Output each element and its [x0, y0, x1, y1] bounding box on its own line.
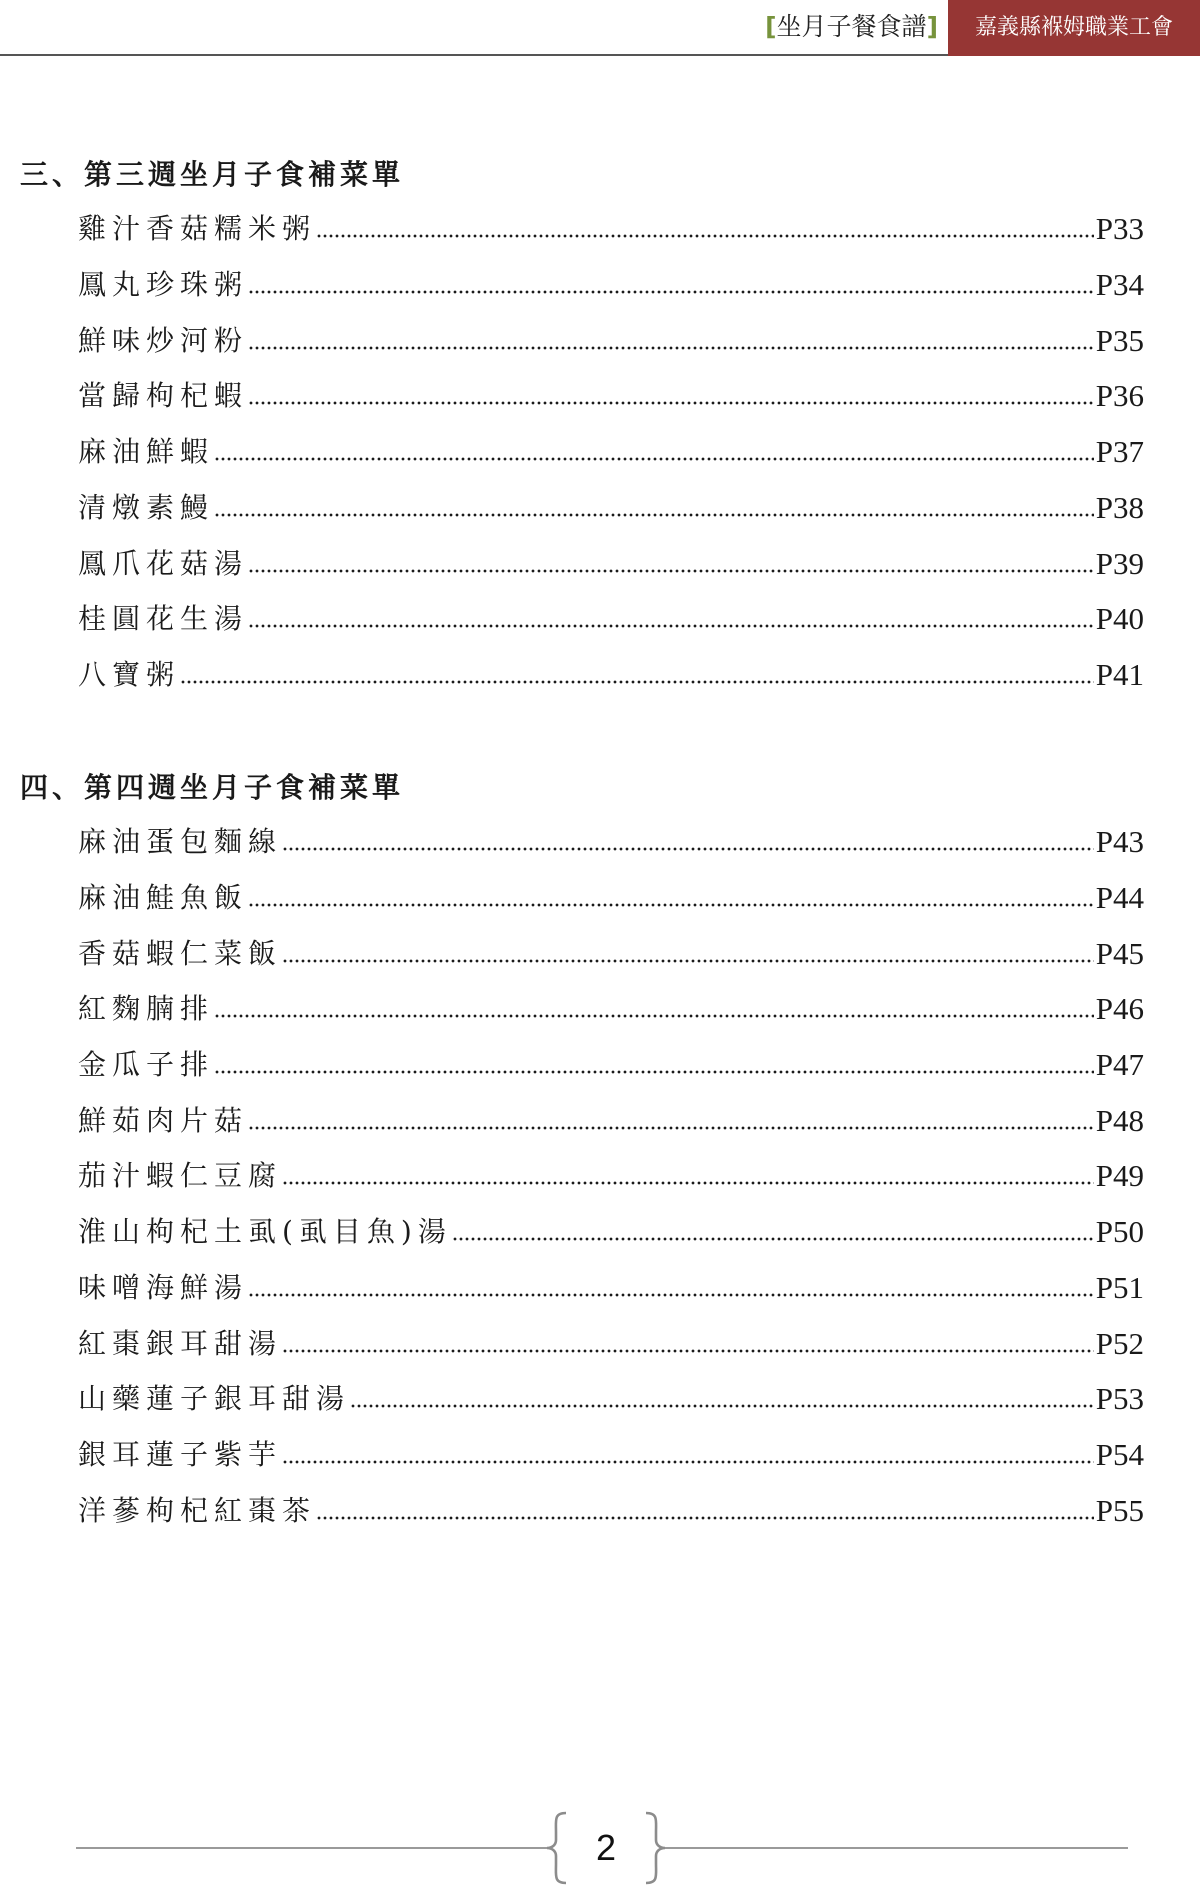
dot-leader	[248, 903, 1094, 907]
dot-leader	[282, 1349, 1094, 1353]
entry-page: P46	[1095, 991, 1144, 1026]
toc-entry[interactable]	[78, 543, 1144, 585]
toc-entry[interactable]	[78, 1490, 1144, 1532]
toc-entry[interactable]	[78, 1100, 1144, 1142]
dot-leader	[282, 1460, 1094, 1464]
toc-entry[interactable]	[78, 988, 1144, 1030]
entry-label: 雞汁香菇糯米粥	[78, 212, 317, 245]
organization-banner: 嘉義縣褓姆職業工會	[948, 0, 1200, 56]
book-title-close-bracket: ]	[926, 12, 938, 41]
dot-leader	[248, 624, 1094, 628]
entry-page: P47	[1095, 1047, 1144, 1082]
dot-leader	[452, 1237, 1094, 1241]
entry-label: 麻油鮭魚飯	[78, 881, 249, 914]
entry-label: 味噌海鮮湯	[78, 1271, 249, 1304]
toc-entry[interactable]	[78, 1434, 1144, 1476]
entry-label: 山藥蓮子銀耳甜湯	[78, 1382, 351, 1415]
footer-rule-left	[76, 1847, 548, 1849]
entry-label: 紅棗銀耳甜湯	[78, 1327, 283, 1360]
toc-entry[interactable]	[78, 375, 1144, 417]
entry-page: P48	[1095, 1103, 1144, 1138]
dot-leader	[214, 1070, 1094, 1074]
entry-page: P38	[1095, 490, 1144, 525]
entry-page: P37	[1095, 434, 1144, 469]
toc-entry[interactable]	[78, 1155, 1144, 1197]
entry-label: 茄汁蝦仁豆腐	[78, 1159, 283, 1192]
entry-page: P54	[1095, 1437, 1144, 1472]
book-title-text: 坐月子餐食譜	[776, 12, 927, 41]
toc-entry[interactable]	[78, 598, 1144, 640]
entry-page: P50	[1095, 1214, 1144, 1249]
section-title-week-4: 四、第四週坐月子食補菜單	[20, 771, 405, 804]
entry-label: 淮山枸杞土虱(虱目魚)湯	[78, 1215, 452, 1248]
entry-page: P35	[1095, 323, 1144, 358]
toc-entry[interactable]	[78, 264, 1144, 306]
dot-leader	[282, 847, 1094, 851]
toc-entry[interactable]	[78, 487, 1144, 529]
entry-label: 金瓜子排	[78, 1048, 215, 1081]
footer-rule-right	[664, 1847, 1128, 1849]
dot-leader	[214, 513, 1094, 517]
entry-page: P49	[1095, 1158, 1144, 1193]
dot-leader	[316, 1516, 1094, 1520]
entry-page: P55	[1095, 1493, 1144, 1528]
dot-leader	[248, 1126, 1094, 1130]
toc-entry[interactable]	[78, 320, 1144, 362]
entry-page: P51	[1095, 1270, 1144, 1305]
entry-label: 紅麴腩排	[78, 992, 215, 1025]
dot-leader	[248, 569, 1094, 573]
page-number: 2	[595, 1827, 617, 1868]
entry-label: 清燉素鰻	[78, 491, 215, 524]
entry-page: P53	[1095, 1381, 1144, 1416]
toc-entry[interactable]	[78, 933, 1144, 975]
toc-entry[interactable]	[78, 1211, 1144, 1253]
toc-entry[interactable]	[78, 1267, 1144, 1309]
toc-entry[interactable]	[78, 821, 1144, 863]
entry-label: 洋蔘枸杞紅棗茶	[78, 1494, 317, 1527]
left-brace-icon	[544, 1810, 570, 1886]
dot-leader	[248, 401, 1094, 405]
toc-entry[interactable]	[78, 1378, 1144, 1420]
entry-page: P52	[1095, 1326, 1144, 1361]
entry-label: 桂圓花生湯	[78, 602, 249, 635]
toc-entry[interactable]	[78, 1323, 1144, 1365]
entry-label: 麻油鮮蝦	[78, 435, 215, 468]
dot-leader	[350, 1404, 1094, 1408]
entry-label: 鮮味炒河粉	[78, 324, 249, 357]
header-rule	[0, 54, 948, 56]
dot-leader	[214, 1014, 1094, 1018]
dot-leader	[248, 346, 1094, 350]
page-footer	[0, 1810, 1200, 1888]
dot-leader	[248, 290, 1094, 294]
dot-leader	[282, 959, 1094, 963]
entry-label: 銀耳蓮子紫芋	[78, 1438, 283, 1471]
toc-entry[interactable]	[78, 654, 1144, 696]
entry-label: 鳳爪花菇湯	[78, 547, 249, 580]
dot-leader	[248, 1293, 1094, 1297]
dot-leader	[282, 1181, 1094, 1185]
toc-entry[interactable]	[78, 208, 1144, 250]
entry-label: 鳳丸珍珠粥	[78, 268, 249, 301]
entry-page: P45	[1095, 936, 1144, 971]
toc-entry[interactable]	[78, 877, 1144, 919]
entry-label: 八寶粥	[78, 658, 181, 691]
book-title-open-bracket: [	[765, 12, 777, 41]
entry-label: 麻油蛋包麵線	[78, 825, 283, 858]
entry-page: P39	[1095, 546, 1144, 581]
entry-label: 鮮茹肉片菇	[78, 1104, 249, 1137]
right-brace-icon	[642, 1810, 668, 1886]
entry-page: P33	[1095, 211, 1144, 246]
dot-leader	[180, 680, 1094, 684]
entry-page: P43	[1095, 824, 1144, 859]
section-title-week-3: 三、第三週坐月子食補菜單	[20, 158, 405, 191]
entry-page: P40	[1095, 601, 1144, 636]
toc-entry[interactable]	[78, 1044, 1144, 1086]
dot-leader	[214, 457, 1094, 461]
entry-label: 香菇蝦仁菜飯	[78, 937, 283, 970]
entry-page: P41	[1095, 657, 1144, 692]
entry-page: P44	[1095, 880, 1144, 915]
page-header	[0, 0, 1200, 56]
toc-entry[interactable]	[78, 431, 1144, 473]
dot-leader	[316, 234, 1094, 238]
entry-label: 當歸枸杞蝦	[78, 379, 249, 412]
book-title	[765, 10, 938, 44]
entry-page: P34	[1095, 267, 1144, 302]
entry-page: P36	[1095, 378, 1144, 413]
